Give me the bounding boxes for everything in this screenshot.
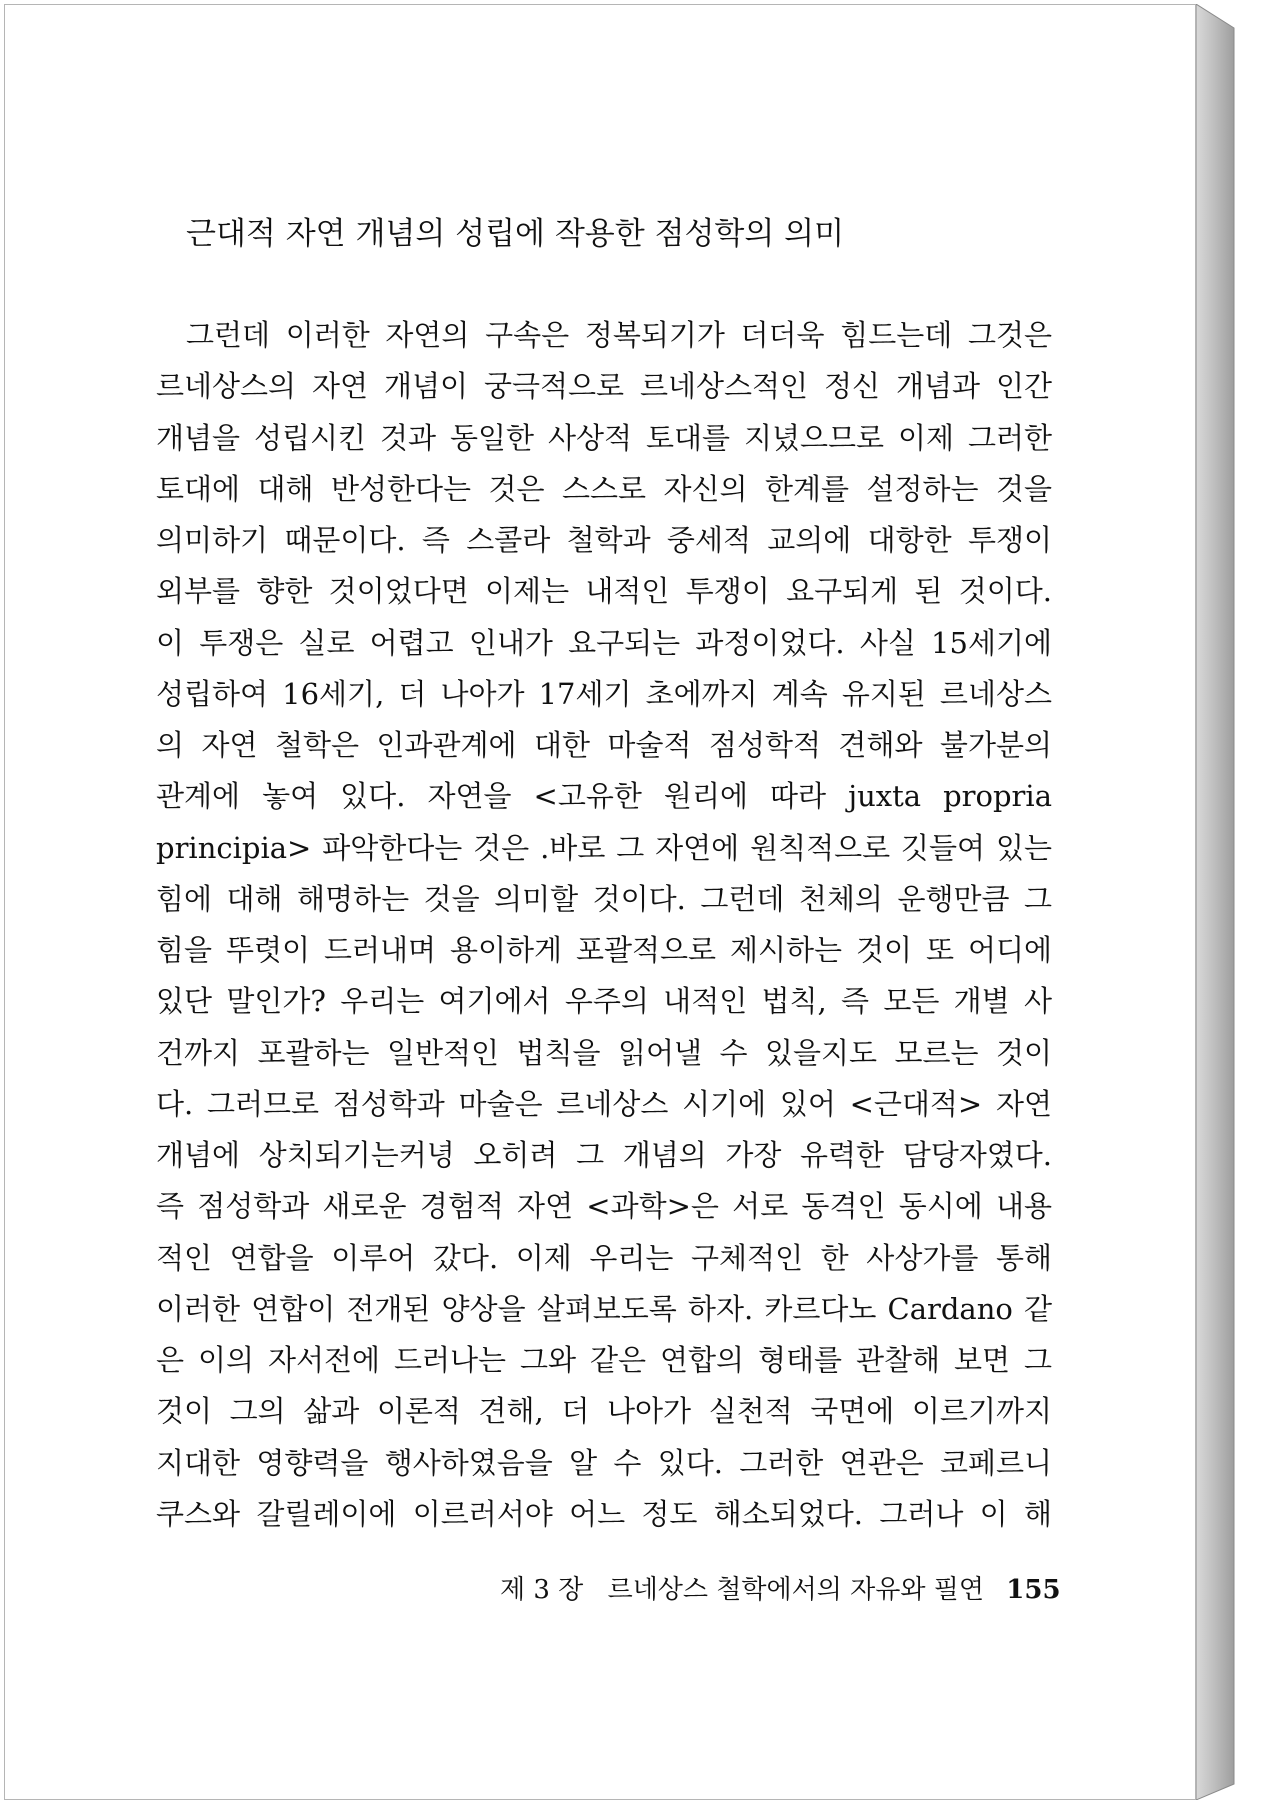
body-line: 의 자연 철학은 인과관계에 대한 마술적 점성학적 견해와 불가분의 [156, 728, 1052, 762]
body-line: 있단 말인가? 우리는 여기에서 우주의 내적인 법칙, 즉 모든 개별 사 [156, 984, 1052, 1019]
body-line: 르네상스의 자연 개념이 궁극적으로 르네상스적인 정신 개념과 인간 [156, 369, 1052, 404]
body-line: 지대한 영향력을 행사하였음을 알 수 있다. 그러한 연관은 코페르니 [156, 1445, 1052, 1480]
body-line: 이러한 연합이 전개된 양상을 살펴보도록 하자. 카르다노 Cardano 같 [156, 1291, 1052, 1326]
page-edge-shadow [1196, 4, 1241, 1800]
body-line: 토대에 대해 반성한다는 것은 스스로 자신의 한계를 설정하는 것을 [156, 471, 1052, 506]
body-line: 외부를 향한 것이었다면 이제는 내적인 투쟁이 요구되게 된 것이다. [156, 574, 1052, 609]
body-line: 쿠스와 갈릴레이에 이르러서야 어느 정도 해소되었다. 그러나 이 해 [156, 1496, 1052, 1531]
body-line: 힘에 대해 해명하는 것을 의미할 것이다. 그런데 천체의 운행만큼 그 [156, 881, 1052, 916]
body-line: 관계에 놓여 있다. 자연을 <고유한 원리에 따라 juxta propria [156, 779, 1052, 814]
running-footer [500, 1572, 1061, 1608]
body-line: 적인 연합을 이루어 갔다. 이제 우리는 구체적인 한 사상가를 통해 [156, 1240, 1052, 1275]
body-line: 이 투쟁은 실로 어렵고 인내가 요구되는 과정이었다. 사실 15세기에 [156, 625, 1052, 660]
body-line: 힘을 뚜렷이 드러내며 용이하게 포괄적으로 제시하는 것이 또 어디에 [156, 933, 1052, 967]
body-line: 것이 그의 삶과 이론적 견해, 더 나아가 실천적 국면에 이르기까지 [156, 1394, 1052, 1429]
body-line: 은 이의 자서전에 드러나는 그와 같은 연합의 형태를 관찰해 보면 그 [156, 1343, 1052, 1377]
body-line: 그런데 이러한 자연의 구속은 정복되기가 더더욱 힘드는데 그것은 [186, 318, 1052, 352]
body-line: principia> 파악한다는 것은 .바로 그 자연에 원칙적으로 깃들여 있는 [156, 830, 1052, 865]
body-text [156, 310, 1052, 1540]
body-line: 다. 그러므로 점성학과 마술은 르네상스 시기에 있어 <근대적> 자연 [156, 1086, 1052, 1121]
body-line: 의미하기 때문이다. 즉 스콜라 철학과 중세적 교의에 대항한 투쟁이 [156, 523, 1052, 557]
page-number: 155 [1006, 1575, 1061, 1605]
body-line: 성립하여 16세기, 더 나아가 17세기 초에까지 계속 유지된 르네상스 [156, 676, 1052, 711]
body-line: 개념을 성립시킨 것과 동일한 사상적 토대를 지녔으므로 이제 그러한 [156, 420, 1052, 455]
body-line: 개념에 상치되기는커녕 오히려 그 개념의 가장 유력한 담당자였다. [156, 1138, 1052, 1172]
page-edge-graphic [1196, 4, 1241, 1800]
footer-title: 르네상스 철학에서의 자유와 필연 [607, 1575, 984, 1605]
body-line: 즉 점성학과 새로운 경험적 자연 <과학>은 서로 동격인 동시에 내용 [156, 1189, 1052, 1224]
section-heading: 근대적 자연 개념의 성립에 작용한 점성학의 의미 [186, 216, 845, 252]
footer-chapter: 제 3 장 [500, 1575, 584, 1605]
body-line: 건까지 포괄하는 일반적인 법칙을 읽어낼 수 있을지도 모르는 것이 [156, 1035, 1052, 1070]
